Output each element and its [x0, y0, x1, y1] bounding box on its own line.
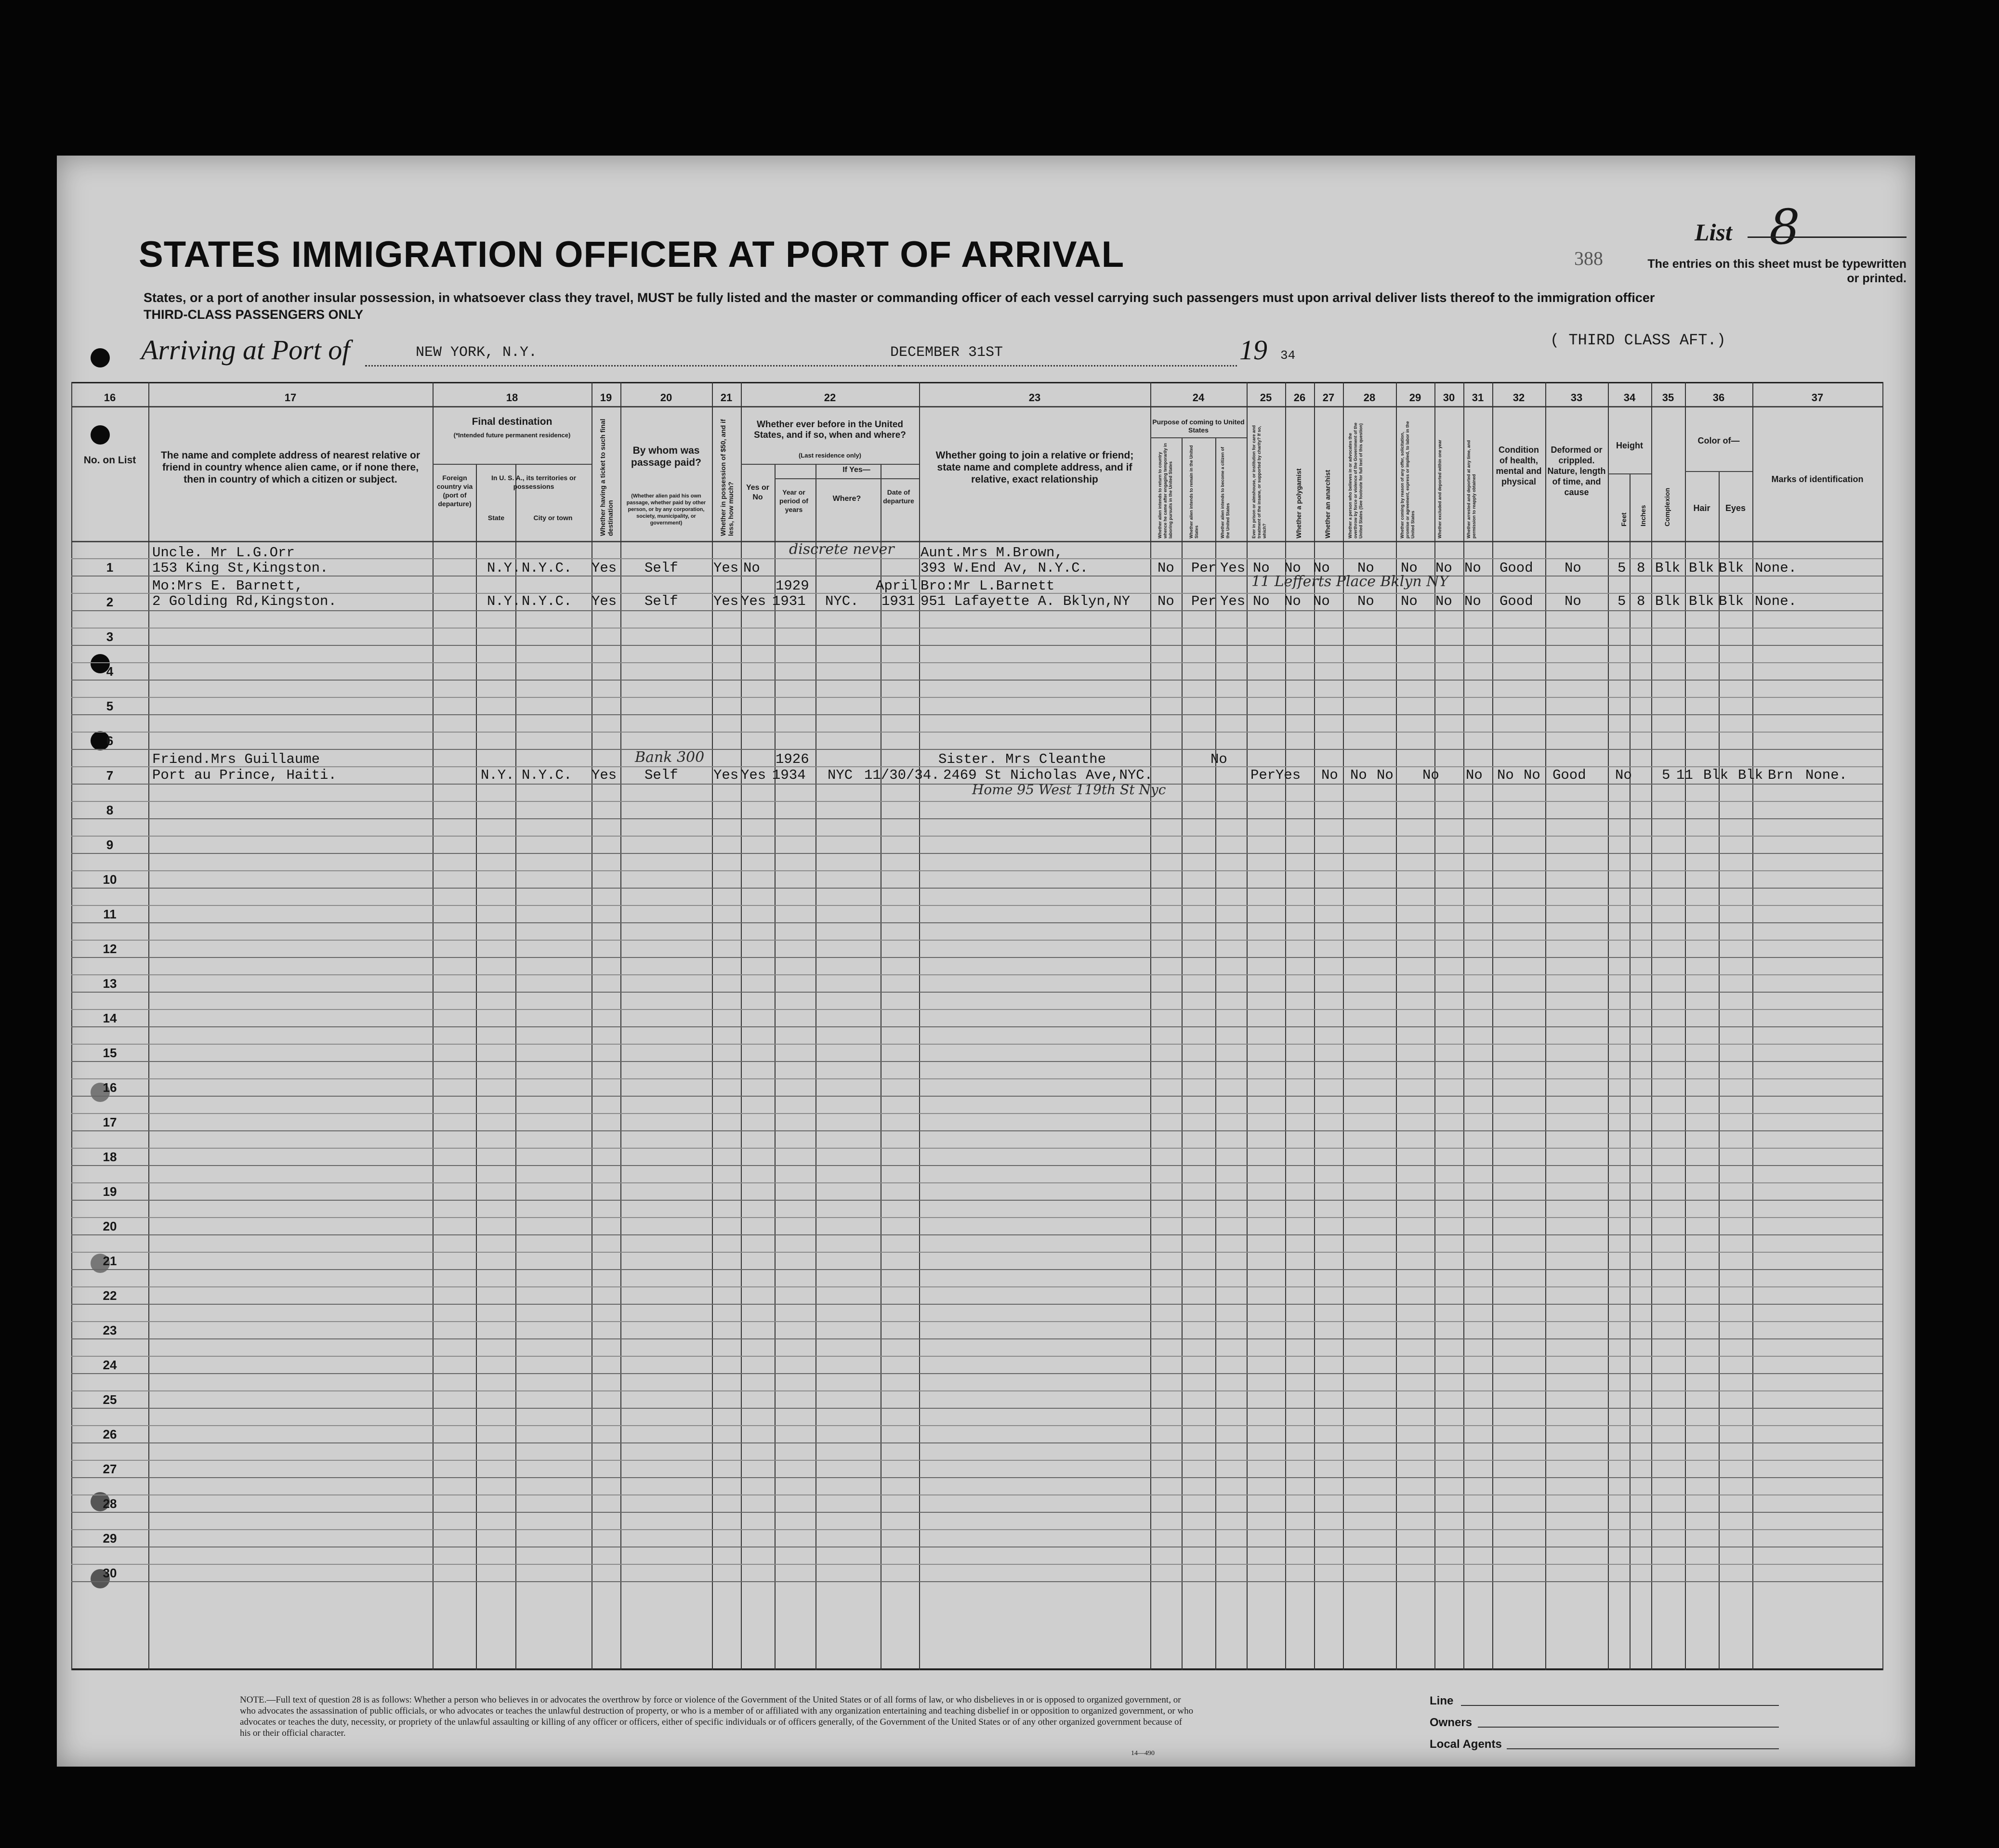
header-final-destination-sub: (*Intended future permanent residence) [453, 432, 571, 439]
column-number: 23 [1028, 392, 1041, 404]
date-cell: 11/30/34. [864, 767, 940, 783]
local-agents-label: Local Agents [1430, 1738, 1502, 1751]
header-where: Where? [832, 495, 861, 503]
column-number: 17 [284, 392, 297, 404]
header-passage-sub: (Whether alien paid his own passage, whether paid by other person, or by any corporation, society, municipality, or government) [626, 493, 706, 526]
row-line [71, 836, 1882, 837]
row-line [71, 922, 1882, 923]
column-line [1719, 471, 1720, 1670]
header-before-sub: (Last residence only) [798, 452, 862, 459]
row-line [71, 1286, 1882, 1287]
row-line [71, 1096, 1882, 1097]
ticket-cell: Yes [592, 767, 617, 783]
column-number: 16 [104, 392, 116, 404]
ticket-cell: Yes [592, 593, 617, 609]
row-number: 11 [103, 907, 117, 921]
health-cell: Good [1552, 767, 1586, 783]
header-in-usa: In U. S. A., its territories or possessions [491, 474, 577, 490]
row-line [71, 853, 1882, 854]
row-line [71, 1165, 1882, 1166]
deformed-cell: No [1565, 560, 1581, 576]
city-cell: N.Y.C. [522, 767, 572, 783]
purpose-a-cell: No [1210, 751, 1227, 767]
col25-cell: No [1253, 560, 1270, 576]
row-number: 29 [103, 1531, 117, 1546]
stamp-number: 388 [1574, 248, 1603, 269]
row-line [71, 610, 1882, 611]
col29-cell: No [1401, 593, 1418, 609]
column-number: 21 [720, 392, 733, 404]
city-cell: N.Y.C. [522, 593, 572, 609]
page-title: STATES IMMIGRATION OFFICER AT PORT OF ARRIVAL [139, 234, 1125, 275]
row-line [71, 818, 1882, 819]
passage-cell: Self [644, 767, 678, 783]
feet-cell: 5 [1618, 593, 1626, 609]
before-cell: No [743, 560, 760, 576]
port-dotline [365, 365, 900, 367]
date-dotline [866, 365, 1237, 367]
header-purpose-b: Whether alien intends to remain in the United States [1189, 445, 1199, 538]
col31-cell: No [1524, 767, 1540, 783]
hair-cell: Blk [1738, 767, 1763, 783]
column-number: 35 [1662, 392, 1674, 404]
row-number: 4 [106, 664, 114, 679]
row-line [71, 749, 1882, 750]
list-label: List [1695, 219, 1732, 246]
row-line [71, 1494, 1882, 1495]
row-number: 13 [103, 976, 117, 991]
header-inches: Inches [1639, 505, 1647, 526]
header-city: City or town [533, 514, 573, 522]
col27-cell: No [1313, 560, 1330, 576]
inches-cell: 11 [1676, 767, 1693, 783]
line-field [1461, 1705, 1779, 1706]
row-line [71, 1373, 1882, 1374]
col30-cell: No [1435, 593, 1452, 609]
row-line [71, 992, 1882, 993]
row-line [71, 801, 1882, 802]
year-top-cell: 1926 [776, 751, 809, 767]
row-line [71, 1078, 1882, 1079]
row-line [71, 1252, 1882, 1253]
deformed-cell: No [1565, 593, 1581, 609]
passage-cell: Self [644, 593, 678, 609]
row-line [71, 1512, 1882, 1513]
column-number: 20 [660, 392, 672, 404]
row-line [71, 974, 1882, 975]
row-line [71, 1425, 1882, 1426]
row-number: 10 [103, 872, 117, 887]
row-line [71, 1442, 1882, 1443]
year-cell: 1931 [772, 593, 806, 609]
column-number: 31 [1472, 392, 1484, 404]
possession-cell: Yes [713, 560, 739, 576]
header-overthrow: Whether a person who believes in or advocates the overthrow by force or violence of the Government of the United States (See footnote for full text of this question) [1348, 422, 1363, 538]
row-number: 7 [106, 768, 114, 783]
column-line [1630, 473, 1631, 1670]
row-line [71, 1477, 1882, 1478]
relative-line2: Port au Prince, Haiti. [152, 767, 337, 783]
marks-cell: None. [1805, 767, 1848, 783]
row-number: 23 [103, 1323, 117, 1337]
row-number: 24 [103, 1358, 117, 1372]
header-hair: Hair [1693, 503, 1710, 513]
row-line [71, 1182, 1882, 1183]
health-cell: Good [1499, 593, 1533, 609]
year-cell: 1934 [772, 767, 806, 783]
line-label: Line [1430, 1694, 1454, 1707]
row-number: 16 [103, 1080, 117, 1095]
arriving-label: Arriving at Port of [141, 334, 350, 366]
joining-line2: 951 Lafayette A. Bklyn,NY [921, 593, 1131, 609]
header-possession: Whether in possession of $50, and if less, how much? [719, 419, 735, 536]
height-sub-line [1608, 473, 1651, 474]
joining-line1: Sister. Mrs Cleanthe [938, 751, 1106, 767]
row-number: 8 [106, 803, 114, 817]
eyes-cell: Blk [1719, 560, 1744, 576]
state-cell: N.Y. [487, 560, 521, 576]
purpose-c-cell: Yes [1220, 593, 1246, 609]
row-number: 1 [106, 560, 114, 575]
purpose-c-cell: Yes [1220, 560, 1246, 576]
purpose-b-cell: Per [1191, 560, 1217, 576]
col28-cell: No [1422, 767, 1439, 783]
local-agents-field [1507, 1748, 1779, 1749]
port-value: NEW YORK, N.Y. [416, 344, 538, 361]
column-number: 36 [1712, 392, 1725, 404]
col30-cell: No [1435, 560, 1452, 576]
header-foreign-country: Foreign country via (port of departure) [436, 474, 473, 508]
row-number: 12 [103, 942, 117, 956]
column-number: 22 [824, 392, 836, 404]
header-prison: Ever in prison or almshouse, or institution for care and treatment of the insane, or supported by charity? If so, which? [1251, 425, 1267, 538]
column-number: 25 [1260, 392, 1272, 404]
year-prefix: 19 [1239, 334, 1267, 366]
column-number: 24 [1192, 392, 1205, 404]
relative-line2: 153 King St,Kingston. [152, 560, 329, 576]
inches-cell: 8 [1637, 560, 1645, 576]
row-number: 28 [103, 1496, 117, 1511]
header-yes-no: Yes or No [746, 484, 770, 501]
joining-line2: 2469 St Nicholas Ave,NYC. [943, 767, 1153, 783]
col31-cell: No [1464, 560, 1481, 576]
col26-cell: No [1284, 560, 1301, 576]
state-cell: N.Y. [481, 767, 514, 783]
row-number: 27 [103, 1462, 117, 1476]
header-anarchist: Whether an anarchist [1324, 470, 1331, 538]
row-line [71, 1304, 1882, 1305]
header-final-destination: Final destination [472, 416, 552, 427]
header-purpose-a: Whether alien intends to return to country whence he came after engaging temporarily in laboring pursuits in the United States [1157, 443, 1173, 538]
before-cell: Yes [741, 767, 766, 783]
header-color-of: Color of— [1697, 436, 1740, 446]
joining-line2: 393 W.End Av, N.Y.C. [921, 560, 1089, 576]
header-health: Condition of health, mental and physical [1496, 445, 1542, 486]
row-number: 14 [103, 1011, 117, 1025]
complexion-cell: Blk [1703, 767, 1729, 783]
row-line [71, 732, 1882, 733]
row-number: 26 [103, 1427, 117, 1442]
passenger-class-heading: THIRD-CLASS PASSENGERS ONLY [144, 307, 364, 322]
header-state: State [487, 514, 505, 522]
list-underline [1748, 236, 1907, 238]
header-relative: The name and complete address of nearest relative or friend in country whence alien came, or if none there, then in country of which a citizen or subject. [160, 450, 421, 485]
marks-cell: None. [1755, 593, 1797, 609]
ticket-cell: Yes [592, 560, 617, 576]
relative-line1: Uncle. Mr L.G.Orr [152, 545, 295, 561]
row-line [71, 1200, 1882, 1201]
row-number: 18 [103, 1150, 117, 1164]
column-number: 37 [1811, 392, 1824, 404]
row-line [71, 1356, 1882, 1357]
header-year-period: Year or period of years [779, 488, 808, 513]
hair-cell: Blk [1689, 560, 1714, 576]
marks-cell: None. [1755, 560, 1797, 576]
col30-cell: No [1497, 767, 1514, 783]
row-line [71, 1269, 1882, 1270]
header-eyes: Eyes [1725, 503, 1746, 513]
header-before: Whether ever before in the United States, and if so, when and where? [754, 419, 906, 440]
column-number: 18 [506, 392, 518, 404]
row-line [71, 1044, 1882, 1045]
complexion-cell: Blk [1655, 560, 1681, 576]
entries-note: The entries on this sheet must be typewritten or printed. [1647, 257, 1907, 285]
header-bottom-line [71, 541, 1882, 542]
row-line [71, 1338, 1882, 1339]
row-line [71, 1529, 1882, 1530]
row-line [71, 714, 1882, 715]
before-cell: Yes [741, 593, 766, 609]
header-if-yes: If Yes— [842, 466, 870, 474]
row-line [71, 1564, 1882, 1565]
column-number: 28 [1363, 392, 1376, 404]
col25-cell: No [1321, 767, 1338, 783]
date-top-cell: April [876, 578, 918, 594]
header-feet: Feet [1620, 512, 1628, 526]
row-number: 20 [103, 1219, 117, 1233]
col25-cell: No [1253, 593, 1270, 609]
row-line [71, 680, 1882, 681]
header-purpose: Purpose of coming to United States [1152, 418, 1245, 434]
column-number-row-line [71, 406, 1882, 407]
header-contract: Whether coming by reason of any offer, solicitation, promise or agreement, express or implied, to labor in the United States [1400, 421, 1415, 538]
hair-cell: Blk [1689, 593, 1714, 609]
footnote: NOTE.—Full text of question 28 is as follows: Whether a person who believes in or advocates the overthrow by force or violence of the Government of the United States or of all forms of law, or who disbelieves in or is opposed to organized government, or who advocates the assassination of public officials, or who advocates or teaches the unlawful destruction of property, or who is a member of or affiliated with any organization entertaining and teaching disbelief in or opposition to organized government, or who advocates or teaches the duty, necessity, or propriety of the unlawful assaulting or killing of any officer or officers, either of specific individuals or of officers generally, of the Government of the United States or of any other organized government because of his or their official character. [240, 1695, 1194, 1738]
col26-cell: No [1350, 767, 1367, 783]
before-sub-line [741, 464, 919, 465]
inches-cell: 8 [1637, 593, 1645, 609]
row-line [71, 1390, 1882, 1391]
if-yes-sub-line [775, 478, 919, 479]
date-value: DECEMBER 31ST [890, 344, 1003, 361]
purpose-a-cell: No [1157, 560, 1174, 576]
row-line [71, 870, 1882, 871]
col29-cell: No [1401, 560, 1418, 576]
year-suffix: 34 [1280, 348, 1296, 363]
row-line [71, 1234, 1882, 1235]
list-number: 8 [1769, 199, 1800, 255]
header-polygamist: Whether a polygamist [1295, 468, 1302, 538]
row-line [71, 1009, 1882, 1010]
relative-line1: Friend.Mrs Guillaume [152, 751, 320, 767]
column-number: 26 [1293, 392, 1306, 404]
complexion-cell: Blk [1655, 593, 1681, 609]
row-line [71, 1217, 1882, 1218]
relative-line2: 2 Golding Rd,Kingston. [152, 593, 337, 609]
header-height: Height [1616, 441, 1643, 450]
column-number: 33 [1570, 392, 1583, 404]
row-line [71, 645, 1882, 646]
row-line [71, 1321, 1882, 1322]
where-cell: NYC [828, 767, 853, 783]
column-number: 32 [1512, 392, 1525, 404]
joining-line1: Aunt.Mrs M.Brown, [921, 545, 1063, 561]
possession-cell: Yes [713, 767, 739, 783]
feet-cell: 5 [1618, 560, 1626, 576]
column-number: 30 [1443, 392, 1455, 404]
row-line [71, 888, 1882, 889]
header-no-on-list: No. on List [83, 455, 136, 466]
row-number: 30 [103, 1566, 117, 1580]
state-cell: N.Y. [487, 593, 521, 609]
col26-cell: No [1284, 593, 1301, 609]
punch-hole [91, 348, 110, 367]
col31-cell: No [1464, 593, 1481, 609]
destination-sub-line [433, 464, 592, 465]
col27-cell: No [1377, 767, 1394, 783]
possession-cell: Yes [713, 593, 739, 609]
row-number: 21 [103, 1254, 117, 1268]
header-purpose-c: Whether alien intends to become a citizen of the United States [1220, 446, 1230, 538]
color-sub-line [1685, 471, 1752, 472]
row-line [71, 905, 1882, 906]
col29-cell: No [1466, 767, 1483, 783]
row-number: 25 [103, 1392, 117, 1407]
row-line [71, 1026, 1882, 1027]
row-number: 5 [106, 699, 114, 713]
purpose-b-cell: Per [1250, 767, 1276, 783]
row-number: 19 [103, 1184, 117, 1199]
joining-line1: Bro:Mr L.Barnett [921, 578, 1055, 594]
handwritten-note: Home 95 West 119th St Nyc [972, 782, 1166, 798]
header-ticket: Whether having a ticket to such final destination [599, 419, 614, 536]
row-number: 6 [106, 734, 114, 748]
handwritten-note: 11 Lefferts Place Bklyn NY [1251, 573, 1449, 590]
row-line [71, 1148, 1882, 1149]
column-number: 29 [1409, 392, 1421, 404]
passage-cell: Self [644, 560, 678, 576]
city-cell: N.Y.C. [522, 560, 572, 576]
deformed-cell: No [1615, 767, 1632, 783]
eyes-cell: Blk [1719, 593, 1744, 609]
owners-label: Owners [1430, 1716, 1473, 1729]
page-subtitle: States, or a port of another insular possession, in whatsoever class they travel, MUST be fully listed and the master or commanding officer of each vessel carrying such passengers must upon arrival deliver lists thereof to the immigration officer [144, 290, 1655, 305]
row-line [71, 1460, 1882, 1461]
health-cell: Good [1499, 560, 1533, 576]
row-line [71, 1061, 1882, 1062]
eyes-cell: Brn [1768, 767, 1793, 783]
header-joining: Whether going to join a relative or friend; state name and complete address, and if relative, exact relationship [935, 450, 1134, 485]
purpose-c-cell: Yes [1276, 767, 1301, 783]
col27-cell: No [1313, 593, 1330, 609]
row-number: 3 [106, 629, 114, 644]
row-number: 2 [106, 595, 114, 609]
row-number: 22 [103, 1288, 117, 1303]
header-deported: Whether arrested and deported at any time, and permission to reapply obtained [1466, 440, 1476, 538]
row-number: 15 [103, 1046, 117, 1060]
purpose-b-cell: Per [1191, 593, 1217, 609]
col28-cell: No [1357, 593, 1374, 609]
column-line [1882, 382, 1883, 1670]
row-line [71, 940, 1882, 941]
column-number: 19 [600, 392, 612, 404]
header-passage: By whom was passage paid? [631, 445, 701, 468]
row-number: 9 [106, 838, 114, 852]
column-line [1215, 437, 1216, 1670]
manifest-sheet [57, 156, 1915, 1767]
class-note: ( THIRD CLASS AFT.) [1550, 331, 1726, 349]
row-line [71, 662, 1882, 663]
header-marks: Marks of identification [1771, 474, 1864, 484]
column-line [1182, 437, 1183, 1670]
row-number: 17 [103, 1115, 117, 1129]
column-number: 27 [1322, 392, 1335, 404]
handwritten-note: Bank 300 [635, 749, 705, 766]
year-top-cell: 1929 [776, 578, 809, 594]
row-line [71, 628, 1882, 629]
header-date-departure: Date of departure [883, 488, 914, 505]
date-cell: 1931 [881, 593, 915, 609]
row-line [71, 1113, 1882, 1114]
header-deformed: Deformed or crippled. Nature, length of time, and cause [1547, 445, 1606, 497]
feet-cell: 5 [1662, 767, 1670, 783]
row-line [71, 957, 1882, 958]
relative-line1: Mo:Mrs E. Barnett, [152, 578, 303, 594]
column-number: 34 [1623, 392, 1636, 404]
where-cell: NYC. [825, 593, 859, 609]
col28-cell: No [1357, 560, 1374, 576]
purpose-a-cell: No [1157, 593, 1174, 609]
row-line [71, 1130, 1882, 1131]
purpose-sub-line [1150, 437, 1247, 438]
row-line [71, 1408, 1882, 1409]
row-line [71, 697, 1882, 698]
owners-field [1478, 1727, 1779, 1728]
header-complexion: Complexion [1663, 487, 1671, 526]
header-excluded: Whether excluded and deported within one year [1437, 439, 1442, 538]
form-number: 14—490 [1131, 1750, 1155, 1757]
row-line [71, 1581, 1882, 1582]
handwritten-note: discrete never [789, 541, 894, 558]
